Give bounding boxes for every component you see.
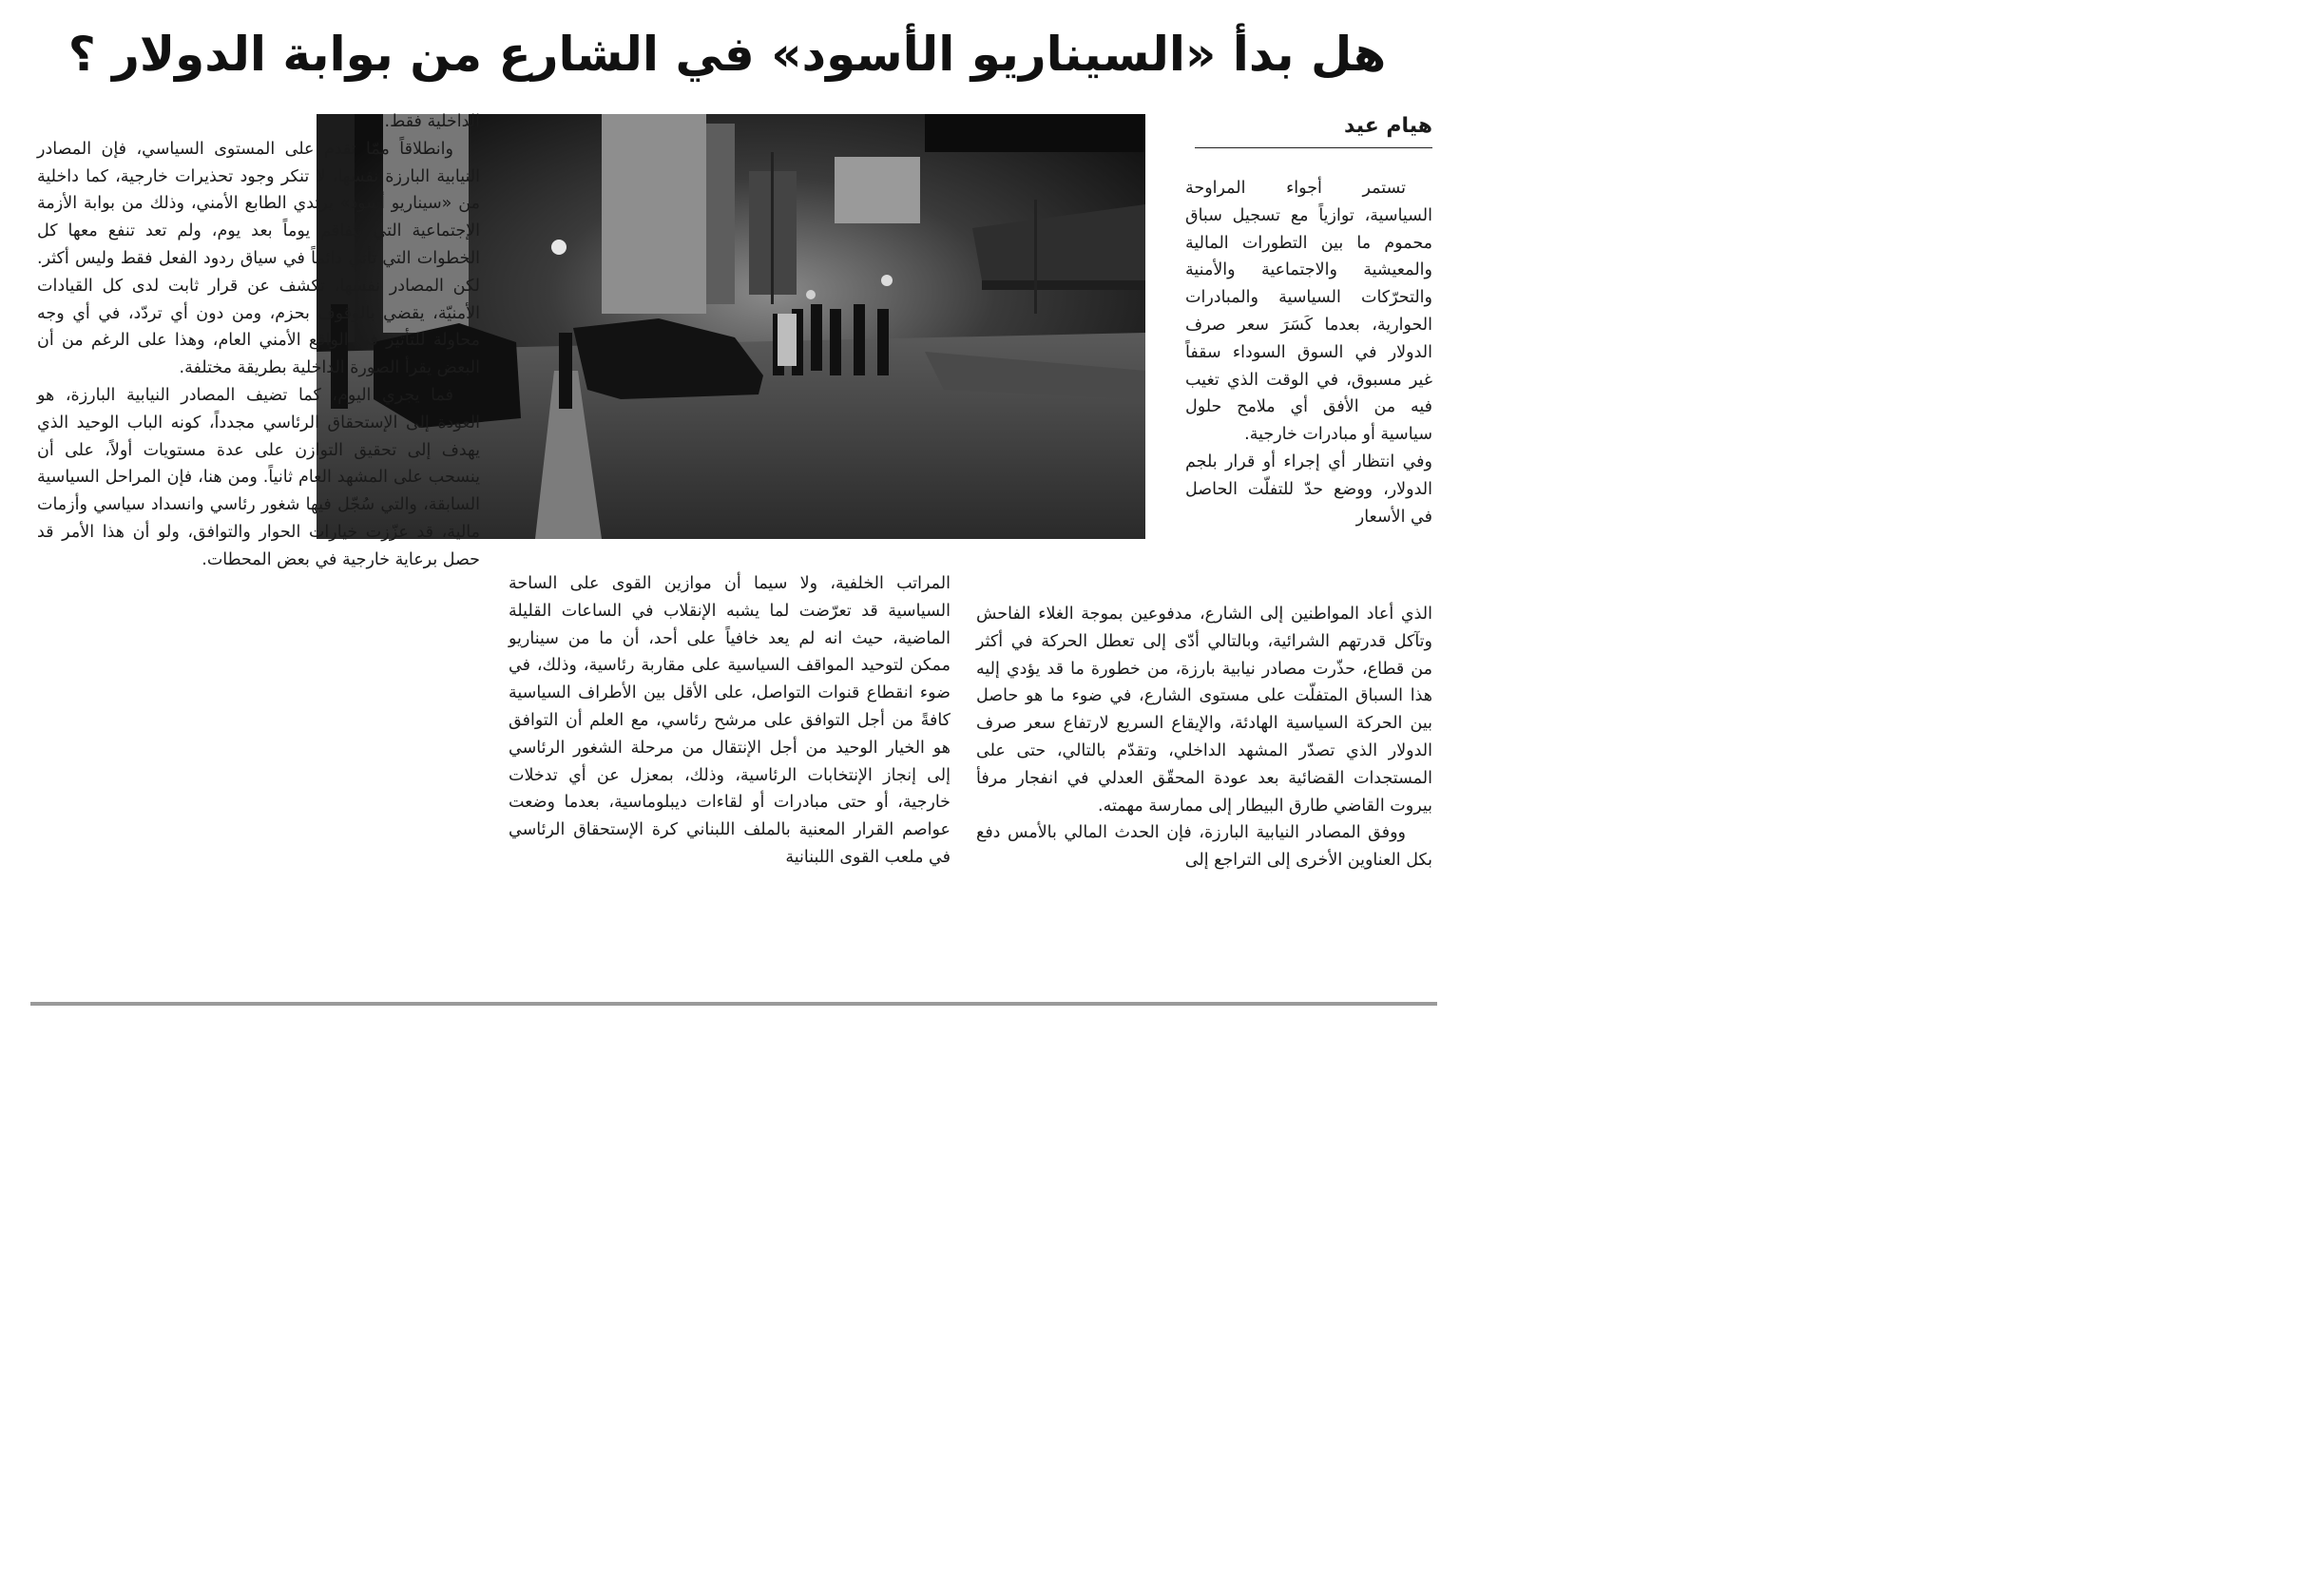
paragraph: وانطلاقاً ممّا تقدم على المستوى السياسي، فإن المصادر النيابية البارزة نفسها، لا تنكر وجود تحذيرات خارجية، كما داخلية من «سيناريو أسود» يرتدي الطابع الأمني، وذلك من بوابة الأزمة الإجتماعية التي تتفاقم يوماً بعد يوم، ولم تعد تنفع معها كل الخطوات التي تأتي دائماً في سياق ردود الفعل فقط وليس أكثر. لكن المصادر نفسها، تكشف عن قرار ثابت لدى كل القيادات الأمنيّة، يقضي بالوقوف بحزم، ومن دون أي تردّد، في أي وجه محاولة للتأثير في الواقع الأمني العام، وهذا على الرغم من أن البعض يقرأ الصورة الداخلية بطريقة مختلفة. [37,139,480,378]
paragraph: الذي أعاد المواطنين إلى الشارع، مدفوعين بموجة الغلاء الفاحش وتآكل قدرتهم الشرائية، وبالتالي أدّى إلى تعطل الحركة في أكثر من قطاع، حذّرت مصادر نيابية بارزة، من خطورة ما قد يؤدي إليه هذا السباق المتفلّت على مستوى الشارع، في ضوء ما هو حاصل بين الحركة السياسية الهادئة، والإيقاع السريع لارتفاع سعر صرف الدولار الذي تصدّر المشهد الداخلي، وتقدّم بالتالي، حتى على المستجدات القضائية بعد عودة المحقّق العدلي في انفجار مرفأ بيروت القاضي طارق البيطار إلى ممارسة مهمته. [976,605,1432,816]
paragraph: تستمر أجواء المراوحة السياسية، توازياً مع تسجيل سباق محموم ما بين التطورات المالية والمعيشية والاجتماعية والأمنية والتحرّكات السياسية والمبادرات الحوارية، بعدما كَسَرَ سعر صرف الدولار في السوق السوداء سقفاً غير مسبوق، في الوقت الذي تغيب فيه من الأفق أي ملامح حلول سياسية أو مبادرات خارجية. [1185,179,1432,445]
paragraph: فما يجري اليوم، كما تضيف المصادر النيابية البارزة، هو العودة إلى الإستحقاق الرئاسي مجدداً، كونه الباب الوحيد الذي يهدف إلى تحقيق التوازن على عدة مستويات أولاً، على أن ينسحب على المشهد العام ثانياً. ومن هنا، فإن المراحل السياسية السابقة، والتي سُجّل فيها شغور رئاسي وانسداد سياسي وأزمات مالية، قد عزّزت خيارات الحوار والتوافق، ولو أن هذا الأمر قد حصل برعاية خارجية في بعض المحطات. [37,385,480,569]
column-left [37,108,480,574]
column-right-bottom [976,601,1432,874]
column-right-top [1185,175,1432,530]
headline: هل بدأ «السيناريو الأسود» في الشارع من بوابة الدولار ؟ [67,27,1387,82]
newspaper-page [0,0,1469,1008]
paragraph: وفي انتظار أي إجراء أو قرار بلجم الدولار، ووضع حدّ للتفلّت الحاصل في الأسعار [1185,452,1432,527]
byline-rule [1195,147,1432,148]
byline: هيام عيد [1344,114,1432,138]
paragraph: المراتب الخلفية، ولا سيما أن موازين القوى على الساحة السياسية قد تعرّضت لما يشبه الإنقلاب في الساعات القليلة الماضية، حيث انه لم يعد خافياً على أحد، أن ما من سيناريو ممكن لتوحيد المواقف السياسية على مقاربة رئاسية، وذلك، في ضوء انقطاع قنوات التواصل، على الأقل بين الأطراف السياسية كافةً من أجل التوافق على مرشح رئاسي، مع العلم أن التوافق هو الخيار الوحيد من أجل الإنتقال من مرحلة الشغور الرئاسي إلى إنجاز الإنتخابات الرئاسية، وذلك، بمعزل عن أي تدخلات خارجية، أو حتى مبادرات أو لقاءات ديبلوماسية، بعدما وضعت عواصم القرار المعنية بالملف اللبناني كرة الإستحقاق الرئاسي في ملعب القوى اللبنانية [509,574,951,867]
column-middle [509,570,951,872]
paragraph: ووفق المصادر النيابية البارزة، فإن الحدث المالي بالأمس دفع بكل العناوين الأخرى إلى التراجع إلى [976,823,1432,871]
paragraph: الداخلية فقط. [384,112,480,131]
bottom-rule [30,1002,1437,1006]
